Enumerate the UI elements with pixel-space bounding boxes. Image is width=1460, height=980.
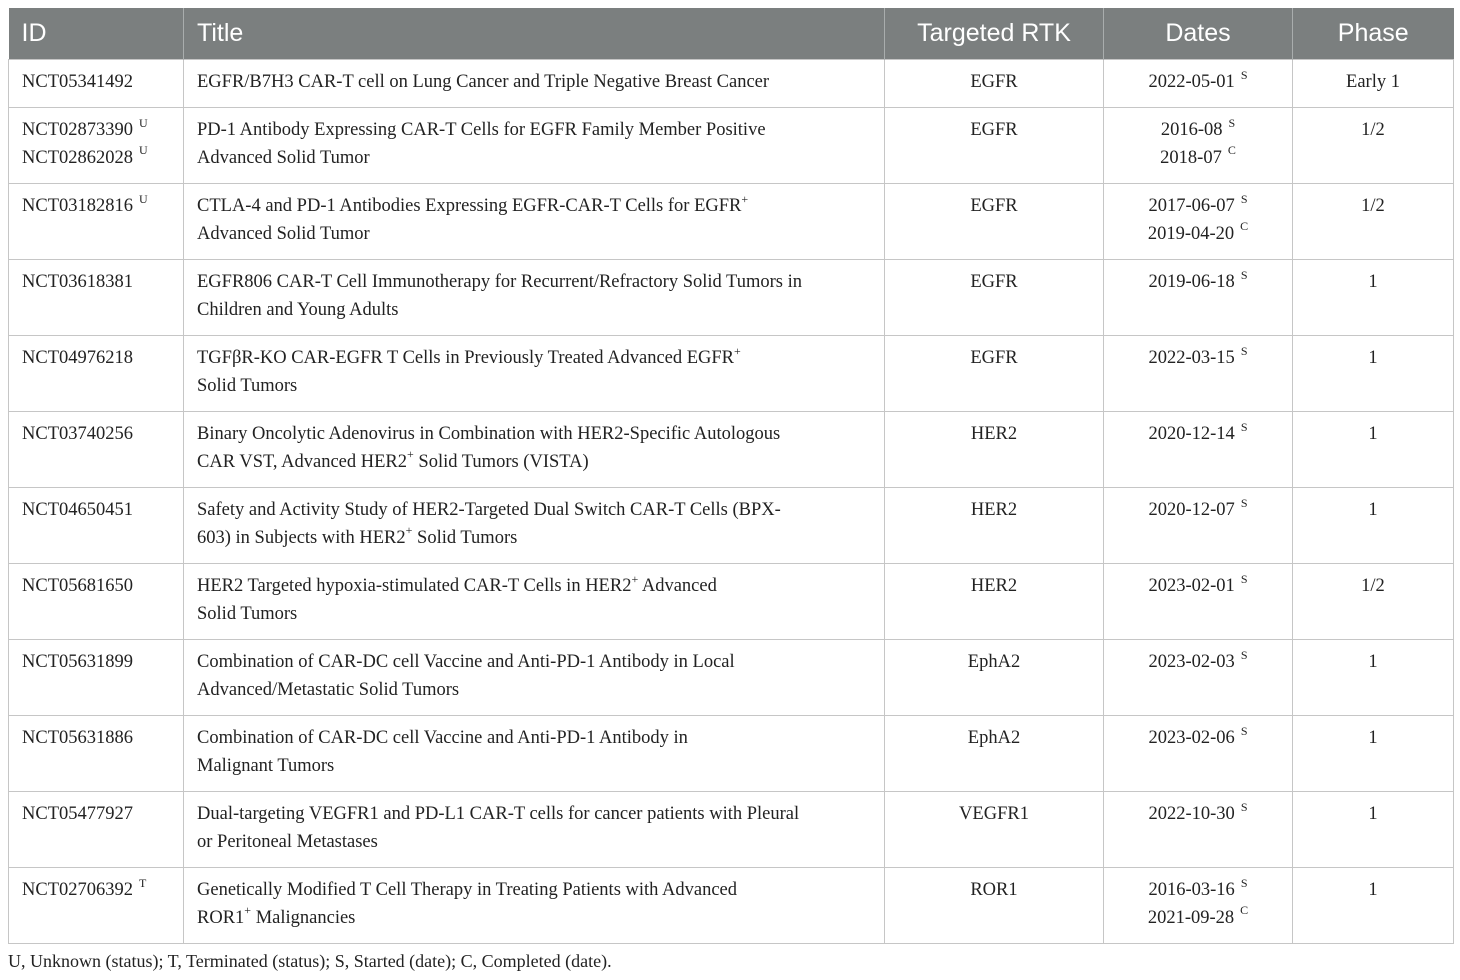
table-row (9, 60, 1454, 108)
trial-title-text: Advanced/Metastatic Solid Tumors (197, 679, 460, 700)
dates-cell (1104, 716, 1293, 792)
header-targeted-rtk: Targeted RTK (885, 8, 1104, 60)
table-row (9, 336, 1454, 412)
date-type-marker: S (1240, 647, 1248, 662)
date-line (1108, 905, 1288, 933)
trial-title-cell (184, 184, 885, 260)
header-row (9, 8, 1454, 60)
targeted-rtk-cell: VEGFR1 (885, 792, 1104, 868)
trial-id: NCT03740256 (22, 424, 133, 444)
trial-title-cell (184, 488, 885, 564)
trial-id: NCT04976218 (22, 348, 133, 368)
date-value: 2021-09-28 (1147, 907, 1235, 928)
date-line (1108, 221, 1288, 249)
positive-marker: + (405, 523, 413, 538)
header-dates: Dates (1104, 8, 1293, 60)
date-value: 2020-12-14 (1148, 424, 1235, 444)
header-phase: Phase (1293, 8, 1454, 60)
date-line (1108, 421, 1288, 449)
dates-cell (1104, 184, 1293, 260)
trial-title-cell (184, 792, 885, 868)
trial-title-text: or Peritoneal Metastases (197, 831, 378, 852)
trial-title-text: Malignant Tumors (197, 755, 335, 776)
trial-title-line (197, 601, 872, 629)
date-value: 2019-04-20 (1147, 223, 1235, 244)
trial-id-cell (9, 412, 184, 488)
trial-title-text: EGFR/B7H3 CAR-T cell on Lung Cancer and Triple Negative Breast Cancer (197, 72, 770, 92)
date-type-marker: S (1228, 115, 1236, 130)
targeted-rtk-cell: EGFR (885, 336, 1104, 412)
targeted-rtk-cell: ROR1 (885, 868, 1104, 944)
trial-title-line (197, 573, 872, 601)
trial-title-text: HER2 Targeted hypoxia-stimulated CAR-T Cells in HER2 (197, 576, 632, 596)
trial-title-text: Dual-targeting VEGFR1 and PD-L1 CAR-T cells for cancer patients with Pleural (197, 804, 800, 824)
date-line (1108, 193, 1288, 221)
status-marker: U (139, 191, 148, 206)
trial-title-line (197, 193, 872, 221)
phase-cell: 1 (1293, 412, 1454, 488)
phase-cell: 1/2 (1293, 108, 1454, 184)
targeted-rtk-cell: HER2 (885, 488, 1104, 564)
trial-title-text: Solid Tumors (412, 527, 518, 548)
trial-title-line (197, 497, 872, 525)
targeted-rtk-cell: EGFR (885, 260, 1104, 336)
trial-title-line (197, 117, 872, 145)
trial-title-line (197, 221, 872, 249)
trial-id-line (22, 573, 171, 601)
date-type-marker: S (1240, 875, 1248, 890)
date-line (1108, 69, 1288, 97)
phase-cell: Early 1 (1293, 60, 1454, 108)
trial-id-cell (9, 184, 184, 260)
trial-id: NCT05631886 (22, 728, 133, 748)
trial-title-text: Advanced (638, 576, 717, 596)
date-type-marker: S (1240, 495, 1248, 510)
trial-id: NCT05477927 (22, 804, 133, 824)
positive-marker: + (741, 191, 749, 206)
table-row (9, 412, 1454, 488)
date-line (1108, 269, 1288, 297)
trial-id-cell (9, 260, 184, 336)
trial-title-cell (184, 640, 885, 716)
date-value: 2022-10-30 (1148, 804, 1235, 824)
trial-title-line (197, 297, 872, 325)
trial-title-line (197, 725, 872, 753)
trial-id: NCT02862028 (22, 147, 133, 168)
trial-id-line (22, 877, 171, 905)
phase-cell: 1/2 (1293, 184, 1454, 260)
date-type-marker: S (1240, 723, 1248, 738)
trial-id-cell (9, 60, 184, 108)
table-footnote: U, Unknown (status); T, Terminated (status); S, Started (date); C, Completed (date). (8, 951, 612, 971)
dates-cell (1104, 488, 1293, 564)
date-line (1108, 497, 1288, 525)
date-value: 2022-05-01 (1148, 72, 1235, 92)
phase-cell: 1 (1293, 488, 1454, 564)
dates-cell (1104, 260, 1293, 336)
table-row (9, 640, 1454, 716)
trial-title-line (197, 801, 872, 829)
date-value: 2020-12-07 (1148, 500, 1235, 520)
targeted-rtk-cell: EGFR (885, 60, 1104, 108)
header-id: ID (9, 8, 184, 60)
trial-title-text: TGFβR-KO CAR-EGFR T Cells in Previously Treated Advanced EGFR (197, 348, 735, 368)
trial-id-line (22, 269, 171, 297)
trial-id-cell (9, 792, 184, 868)
trial-title-text: Binary Oncolytic Adenovirus in Combination with HER2-Specific Autologous (197, 424, 781, 444)
date-line (1108, 725, 1288, 753)
date-type-marker: C (1240, 219, 1249, 234)
trial-title-line (197, 905, 872, 933)
trial-title-text: ROR1 (197, 907, 245, 928)
trial-title-cell (184, 868, 885, 944)
trial-title-text: Genetically Modified T Cell Therapy in Treating Patients with Advanced (197, 880, 738, 900)
trial-id-cell (9, 336, 184, 412)
dates-cell (1104, 792, 1293, 868)
table-row (9, 868, 1454, 944)
trial-id: NCT05631899 (22, 652, 133, 672)
dates-cell (1104, 412, 1293, 488)
date-type-marker: S (1240, 419, 1248, 434)
header-title: Title (184, 8, 885, 60)
table-body (9, 60, 1454, 944)
positive-marker: + (734, 343, 741, 358)
trial-id-cell (9, 716, 184, 792)
targeted-rtk-cell: EGFR (885, 184, 1104, 260)
trial-title-line (197, 753, 872, 781)
date-value: 2016-03-16 (1148, 880, 1235, 900)
trial-title-text: EGFR806 CAR-T Cell Immunotherapy for Recurrent/Refractory Solid Tumors in (197, 272, 802, 292)
dates-cell (1104, 564, 1293, 640)
trial-title-line (197, 525, 872, 553)
trial-title-text: 603) in Subjects with HER2 (197, 527, 406, 548)
date-line (1108, 877, 1288, 905)
phase-cell: 1/2 (1293, 564, 1454, 640)
date-line (1108, 345, 1288, 373)
positive-marker: + (244, 903, 252, 918)
targeted-rtk-cell: EGFR (885, 108, 1104, 184)
trial-title-text: Solid Tumors (197, 603, 298, 624)
trial-title-cell (184, 716, 885, 792)
trial-title-text: PD-1 Antibody Expressing CAR-T Cells for EGFR Family Member Positive (197, 120, 766, 140)
trial-title-line (197, 373, 872, 401)
trial-title-text: Safety and Activity Study of HER2-Targeted Dual Switch CAR-T Cells (BPX- (197, 500, 781, 520)
status-marker: T (139, 875, 147, 890)
status-marker: U (139, 115, 148, 130)
dates-cell (1104, 60, 1293, 108)
date-type-marker: S (1240, 191, 1248, 206)
date-type-marker: S (1240, 343, 1248, 358)
targeted-rtk-cell: HER2 (885, 564, 1104, 640)
targeted-rtk-cell: EphA2 (885, 716, 1104, 792)
trial-title-line (197, 421, 872, 449)
trial-title-text: CTLA-4 and PD-1 Antibodies Expressing EGFR-CAR-T Cells for EGFR (197, 196, 742, 216)
table-row (9, 108, 1454, 184)
positive-marker: + (407, 447, 414, 462)
trial-title-text: Solid Tumors (197, 375, 298, 396)
trial-id: NCT04650451 (22, 500, 133, 520)
trial-id-line (22, 145, 171, 173)
trial-title-cell (184, 564, 885, 640)
dates-cell (1104, 640, 1293, 716)
trial-id-line (22, 649, 171, 677)
trial-id: NCT03182816 (22, 196, 133, 216)
targeted-rtk-cell: HER2 (885, 412, 1104, 488)
positive-marker: + (631, 571, 639, 586)
trial-title-text: Combination of CAR-DC cell Vaccine and Anti-PD-1 Antibody in Local (197, 652, 735, 672)
trial-title-line (197, 269, 872, 297)
trial-id: NCT02706392 (22, 880, 133, 900)
trials-table (8, 8, 1454, 944)
trial-id-line (22, 345, 171, 373)
trial-title-text: Advanced Solid Tumor (197, 223, 370, 244)
trial-id-line (22, 193, 171, 221)
trial-title-cell (184, 108, 885, 184)
date-line (1108, 117, 1288, 145)
trial-id: NCT05681650 (22, 576, 133, 596)
table-row (9, 716, 1454, 792)
trial-title-cell (184, 336, 885, 412)
trial-title-text: Malignancies (251, 907, 356, 928)
date-line (1108, 801, 1288, 829)
dates-cell (1104, 336, 1293, 412)
dates-cell (1104, 108, 1293, 184)
table-row (9, 488, 1454, 564)
trial-title-cell (184, 260, 885, 336)
trial-title-line (197, 145, 872, 173)
trial-id-cell (9, 108, 184, 184)
trial-id-cell (9, 868, 184, 944)
trial-title-cell (184, 60, 885, 108)
trial-title-line (197, 345, 872, 373)
table-header (9, 8, 1454, 60)
phase-cell: 1 (1293, 260, 1454, 336)
trial-title-text: Combination of CAR-DC cell Vaccine and Anti-PD-1 Antibody in (197, 728, 688, 748)
date-type-marker: S (1240, 571, 1248, 586)
trial-title-cell (184, 412, 885, 488)
date-line (1108, 573, 1288, 601)
date-type-marker: S (1240, 799, 1248, 814)
trial-title-line (197, 877, 872, 905)
status-marker: U (139, 143, 148, 158)
date-value: 2016-08 (1160, 120, 1223, 140)
trial-id-cell (9, 564, 184, 640)
trial-id-line (22, 117, 171, 145)
trial-id-cell (9, 488, 184, 564)
trial-id-line (22, 725, 171, 753)
date-line (1108, 145, 1288, 173)
trial-title-line (197, 69, 872, 97)
table-row (9, 260, 1454, 336)
date-line (1108, 649, 1288, 677)
date-value: 2023-02-01 (1148, 576, 1235, 596)
trial-title-line (197, 449, 872, 477)
targeted-rtk-cell: EphA2 (885, 640, 1104, 716)
trial-id: NCT03618381 (22, 272, 133, 292)
dates-cell (1104, 868, 1293, 944)
phase-cell: 1 (1293, 868, 1454, 944)
trial-id-line (22, 421, 171, 449)
date-value: 2018-07 (1160, 147, 1222, 168)
table-row (9, 184, 1454, 260)
table-row (9, 564, 1454, 640)
trial-title-text: Children and Young Adults (197, 299, 399, 320)
phase-cell: 1 (1293, 640, 1454, 716)
phase-cell: 1 (1293, 716, 1454, 792)
trial-title-line (197, 677, 872, 705)
date-value: 2019-06-18 (1148, 272, 1235, 292)
date-value: 2022-03-15 (1148, 348, 1235, 368)
trial-id-line (22, 497, 171, 525)
trial-id-cell (9, 640, 184, 716)
date-value: 2023-02-03 (1148, 652, 1235, 672)
phase-cell: 1 (1293, 792, 1454, 868)
trial-title-text: Advanced Solid Tumor (197, 147, 370, 168)
date-type-marker: S (1240, 267, 1248, 282)
date-type-marker: C (1240, 903, 1249, 918)
trial-title-line (197, 829, 872, 857)
trial-id: NCT05341492 (22, 72, 133, 92)
date-type-marker: S (1240, 67, 1248, 82)
trial-title-line (197, 649, 872, 677)
phase-cell: 1 (1293, 336, 1454, 412)
trial-id-line (22, 801, 171, 829)
trial-id: NCT02873390 (22, 120, 133, 140)
trial-title-text: CAR VST, Advanced HER2 (197, 451, 408, 472)
date-value: 2023-02-06 (1148, 728, 1235, 748)
trial-id-line (22, 69, 171, 97)
date-value: 2017-06-07 (1148, 196, 1235, 216)
date-type-marker: C (1227, 143, 1236, 158)
trial-title-text: Solid Tumors (VISTA) (413, 451, 589, 472)
table-row (9, 792, 1454, 868)
